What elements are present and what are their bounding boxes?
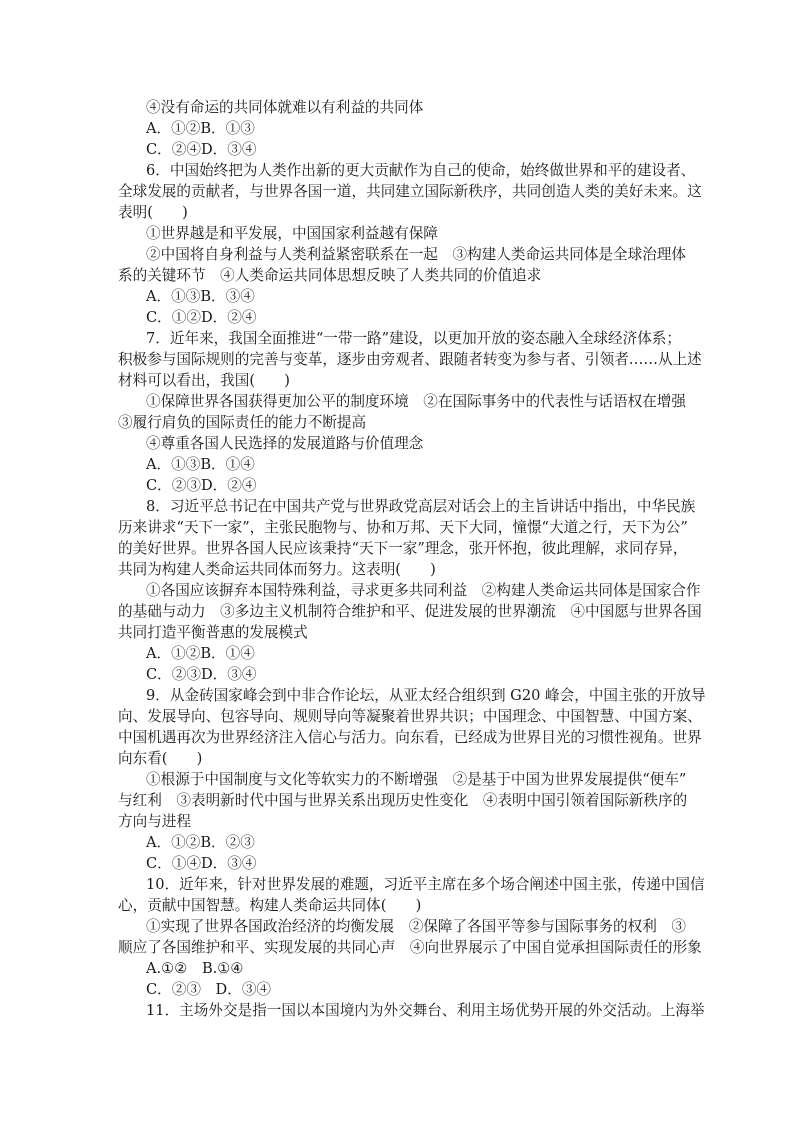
question-6-text: 全球发展的贡献者，与世界各国一道，共同建立国际新秩序，共同创造人类的美好未来。这 <box>118 183 702 200</box>
answer-choices: C．①④D．③④ <box>146 855 257 872</box>
option-line: ①各国应该摒弃本国特殊利益，寻求更多共同利益 ②构建人类命运共同体是国家合作 <box>146 582 701 599</box>
option-line: 方向与进程 <box>118 813 191 830</box>
question-8-text: 历来讲求“天下一家”，主张民胞物与、协和万邦、天下大同，憧憬“大道之行，天下为公” <box>118 519 688 536</box>
answer-choices: A.①② B.①④ <box>146 960 244 977</box>
answer-choices: A．①③B．③④ <box>146 288 255 305</box>
question-8-text: 共同为构建人类命运共同体而努力。这表明( ) <box>118 561 436 578</box>
answer-choices: A．①②B．①④ <box>146 645 255 662</box>
answer-choices: C．②④D．③④ <box>146 141 257 158</box>
question-9-text: 中国机遇再次为世界经济注入信心与活力。向东看，已经成为世界目光的习惯性视角。世界 <box>118 729 702 746</box>
option-line: ①实现了世界各国政治经济的均衡发展 ②保障了各国平等参与国际事务的权利 ③ <box>146 918 686 935</box>
question-7-text: 7．近年来，我国全面推进“一带一路”建设，以更加开放的姿态融入全球经济体系； <box>146 330 681 347</box>
question-6-text: 6．中国始终把为人类作出新的更大贡献作为自己的使命，始终做世界和平的建设者、 <box>146 162 696 179</box>
question-7-text: 材料可以看出，我国( ) <box>118 372 290 389</box>
answer-choices: C．②③ D．③④ <box>146 981 272 998</box>
option-line: ③履行肩负的国际责任的能力不断提高 <box>118 414 367 431</box>
option-line: 系的关键环节 ④人类命运共同体思想反映了人类共同的价值追求 <box>118 267 542 284</box>
option-line: 顺应了各国维护和平、实现发展的共同心声 ④向世界展示了中国自觉承担国际责任的形象 <box>118 939 702 956</box>
answer-choices: C．②③D．③④ <box>146 666 257 683</box>
option-line: 共同打造平衡普惠的发展模式 <box>118 624 308 641</box>
answer-choices: A．①②B．①③ <box>146 120 255 137</box>
option-line: ①根源于中国制度与文化等软实力的不断增强 ②是基于中国为世界发展提供“便车” <box>146 771 687 788</box>
option-line: ④尊重各国人民选择的发展道路与价值理念 <box>146 435 424 452</box>
answer-choices: A．①②B．②③ <box>146 834 255 851</box>
answer-choices: C．②③D．②④ <box>146 477 257 494</box>
option-line: ①世界越是和平发展，中国国家利益越有保障 <box>146 225 438 242</box>
answer-choices: A．①③B．①④ <box>146 456 255 473</box>
answer-choices: C．①②D．②④ <box>146 309 257 326</box>
question-7-text: 积极参与国际规则的完善与变革，逐步由旁观者、跟随者转变为参与者、引领者……从上述 <box>118 351 702 368</box>
question-8-text: 8．习近平总书记在中国共产党与世界政党高层对话会上的主旨讲话中指出，中华民族 <box>146 498 696 515</box>
question-9-text: 向东看( ) <box>118 750 203 767</box>
option-line: 与红利 ③表明新时代中国与世界关系出现历史性变化 ④表明中国引领着国际新秩序的 <box>118 792 688 809</box>
question-11-text: 11．主场外交是指一国以本国境内为外交舞台、利用主场优势开展的外交活动。上海举 <box>146 1002 705 1019</box>
question-10-text: 心，贡献中国智慧。构建人类命运共同体( ) <box>118 897 422 914</box>
question-9-text: 9．从金砖国家峰会到中非合作论坛，从亚太经合组织到 G20 峰会，中国主张的开放导 <box>146 687 706 704</box>
question-10-text: 10．近年来，针对世界发展的难题，习近平主席在多个场合阐述中国主张，传递中国信 <box>146 876 705 893</box>
question-9-text: 向、发展导向、包容导向、规则导向等凝聚着世界共识；中国理念、中国智慧、中国方案、 <box>118 708 702 725</box>
option-line: ①保障世界各国获得更加公平的制度环境 ②在国际事务中的代表性与话语权在增强 <box>146 393 686 410</box>
option-line: 的基础与动力 ③多边主义机制符合维护和平、促进发展的世界潮流 ④中国愿与世界各国 <box>118 603 702 620</box>
question-6-text: 表明( ) <box>118 204 188 221</box>
question-8-text: 的美好世界。世界各国人民应该秉持“天下一家”理念，张开怀抱，彼此理解，求同存异， <box>118 540 688 557</box>
option-line: ④没有命运的共同体就难以有利益的共同体 <box>146 99 424 116</box>
option-line: ②中国将自身利益与人类利益紧密联系在一起 ③构建人类命运共同体是全球治理体 <box>146 246 686 263</box>
